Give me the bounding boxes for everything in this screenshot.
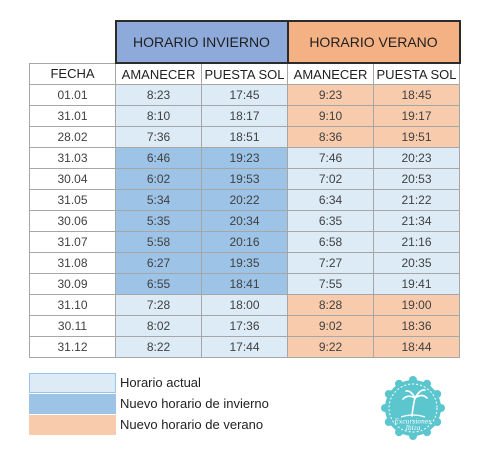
sunrise-winter-cell: 5:34 [116, 190, 202, 211]
date-cell: 31.01 [30, 106, 116, 127]
sunrise-sunset-table [29, 20, 461, 358]
legend-swatch-current [29, 373, 116, 393]
date-cell: 31.03 [30, 148, 116, 169]
sunrise-winter-cell: 7:28 [116, 295, 202, 316]
sunset-summer-cell: 18:44 [374, 337, 460, 358]
header-row-columns [30, 63, 460, 85]
sunset-winter-cell: 19:35 [202, 253, 288, 274]
sunrise-winter-cell: 6:46 [116, 148, 202, 169]
sunset-winter-cell: 18:41 [202, 274, 288, 295]
date-cell: 31.07 [30, 232, 116, 253]
sunrise-summer-cell: 9:22 [288, 337, 374, 358]
sunset-winter-cell: 19:53 [202, 169, 288, 190]
table-row [30, 232, 460, 253]
sunrise-summer-cell: 6:58 [288, 232, 374, 253]
sunrise-summer-cell: 9:23 [288, 85, 374, 106]
table-row [30, 211, 460, 232]
sunrise-summer-cell: 7:46 [288, 148, 374, 169]
sunrise-winter-cell: 8:02 [116, 316, 202, 337]
sunset-winter-cell: 18:51 [202, 127, 288, 148]
sunset-winter-cell: 17:36 [202, 316, 288, 337]
table-row [30, 169, 460, 190]
sunrise-summer-cell: 9:02 [288, 316, 374, 337]
sunset-winter-cell: 18:17 [202, 106, 288, 127]
sunrise-summer-cell: 6:34 [288, 190, 374, 211]
header-summer: HORARIO VERANO [288, 21, 460, 63]
table-row [30, 190, 460, 211]
header-blank [30, 21, 116, 63]
date-cell: 31.12 [30, 337, 116, 358]
sunrise-winter-cell: 6:55 [116, 274, 202, 295]
legend-label-new-summer: Nuevo horario de verano [120, 417, 264, 432]
sunset-summer-cell: 19:17 [374, 106, 460, 127]
sunset-summer-cell: 21:22 [374, 190, 460, 211]
legend-label-new-winter: Nuevo horario de invierno [120, 396, 269, 411]
sunrise-summer-cell: 8:28 [288, 295, 374, 316]
header-sunrise-winter: AMANECER [116, 63, 202, 85]
legend-label-current: Horario actual [120, 375, 201, 390]
sunset-summer-cell: 19:41 [374, 274, 460, 295]
legend-swatch-new-winter [29, 394, 116, 414]
sunrise-summer-cell: 7:02 [288, 169, 374, 190]
table-row [30, 127, 460, 148]
logo-text-line1: Excursiones [394, 418, 432, 426]
date-cell: 31.05 [30, 190, 116, 211]
date-cell: 31.10 [30, 295, 116, 316]
header-date: FECHA [30, 63, 116, 85]
sunrise-summer-cell: 7:27 [288, 253, 374, 274]
table-row [30, 106, 460, 127]
date-cell: 30.04 [30, 169, 116, 190]
sunrise-summer-cell: 7:55 [288, 274, 374, 295]
sunrise-winter-cell: 8:22 [116, 337, 202, 358]
table-row [30, 148, 460, 169]
date-cell: 28.02 [30, 127, 116, 148]
sunrise-summer-cell: 6:35 [288, 211, 374, 232]
table-row [30, 85, 460, 106]
legend-item-new-winter [29, 394, 329, 414]
date-cell: 30.11 [30, 316, 116, 337]
sunset-summer-cell: 21:16 [374, 232, 460, 253]
sunset-summer-cell: 18:45 [374, 85, 460, 106]
sunset-summer-cell: 19:51 [374, 127, 460, 148]
table-row [30, 253, 460, 274]
header-sunset-summer: PUESTA SOL [374, 63, 460, 85]
date-cell: 31.08 [30, 253, 116, 274]
sunrise-summer-cell: 9:10 [288, 106, 374, 127]
logo-text-line2: Ibiza [405, 425, 421, 432]
table-row [30, 337, 460, 358]
table-row [30, 316, 460, 337]
legend-item-current [29, 373, 329, 393]
sunset-winter-cell: 19:23 [202, 148, 288, 169]
sunrise-summer-cell: 8:36 [288, 127, 374, 148]
sunrise-winter-cell: 6:02 [116, 169, 202, 190]
header-sunset-winter: PUESTA SOL [202, 63, 288, 85]
sunset-summer-cell: 18:36 [374, 316, 460, 337]
sunset-summer-cell: 21:34 [374, 211, 460, 232]
date-cell: 30.09 [30, 274, 116, 295]
sunrise-winter-cell: 8:23 [116, 85, 202, 106]
date-cell: 01.01 [30, 85, 116, 106]
legend-swatch-new-summer [29, 415, 116, 435]
table-row [30, 274, 460, 295]
sunrise-winter-cell: 7:36 [116, 127, 202, 148]
sunset-winter-cell: 20:34 [202, 211, 288, 232]
sunset-winter-cell: 20:16 [202, 232, 288, 253]
header-winter: HORARIO INVIERNO [116, 21, 288, 63]
header-sunrise-summer: AMANECER [288, 63, 374, 85]
table-row [30, 295, 460, 316]
sunrise-winter-cell: 6:27 [116, 253, 202, 274]
sunset-winter-cell: 18:00 [202, 295, 288, 316]
legend-item-new-summer [29, 415, 329, 435]
header-row-groups [30, 21, 460, 63]
palm-tree-seal-icon [381, 376, 445, 440]
sunset-winter-cell: 17:44 [202, 337, 288, 358]
sunrise-winter-cell: 8:10 [116, 106, 202, 127]
sunrise-winter-cell: 5:58 [116, 232, 202, 253]
sunrise-winter-cell: 5:35 [116, 211, 202, 232]
sunset-summer-cell: 20:53 [374, 169, 460, 190]
sunset-summer-cell: 19:00 [374, 295, 460, 316]
sunset-winter-cell: 20:22 [202, 190, 288, 211]
date-cell: 30.06 [30, 211, 116, 232]
sunset-summer-cell: 20:35 [374, 253, 460, 274]
sunset-winter-cell: 17:45 [202, 85, 288, 106]
sunset-summer-cell: 20:23 [374, 148, 460, 169]
